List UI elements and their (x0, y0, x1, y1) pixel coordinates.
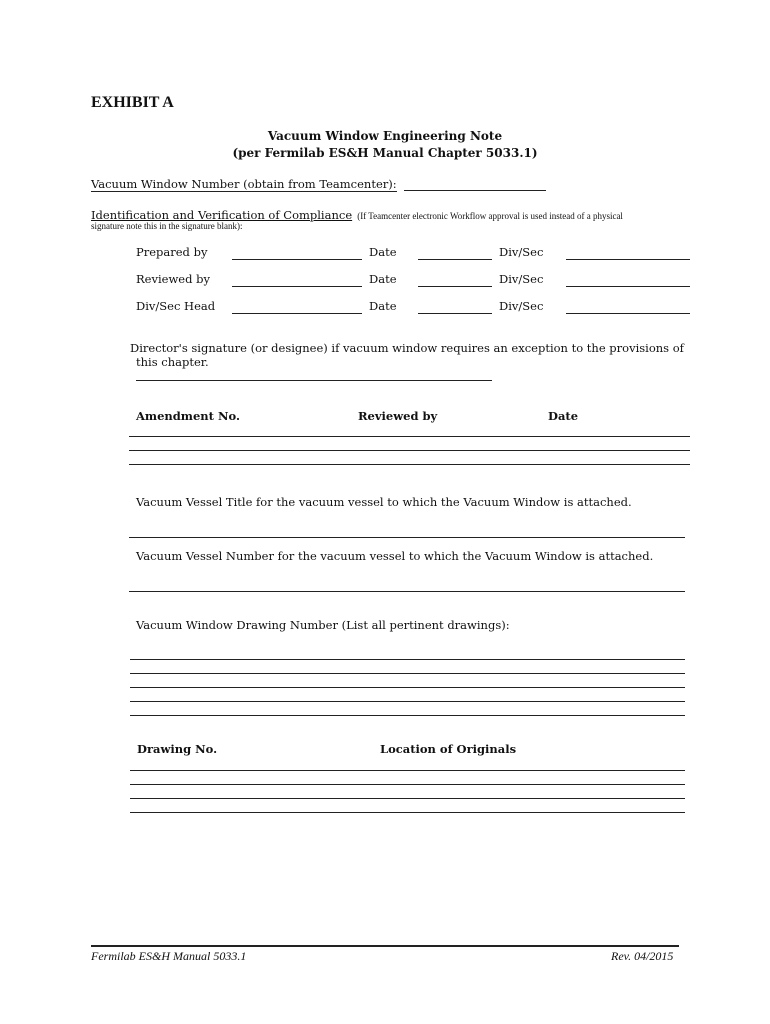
form-subtitle: (per Fermilab ES&H Manual Chapter 5033.1) (232, 146, 538, 160)
drawing-table-row[interactable] (130, 798, 685, 799)
reviewed-date-field[interactable] (418, 286, 492, 287)
reviewed-divsec-label: Div/Sec (499, 272, 544, 286)
drawing-no-header: Drawing No. (137, 742, 218, 756)
identification-note-cont: signature note this in the signature blank): (91, 221, 243, 231)
drawing-number-row[interactable] (130, 715, 685, 716)
divsec-head-divsec-label: Div/Sec (499, 299, 544, 313)
reviewed-by-field[interactable] (232, 286, 362, 287)
drawing-table-row[interactable] (130, 770, 685, 771)
drawing-number-row[interactable] (130, 701, 685, 702)
prepared-divsec-field[interactable] (566, 259, 690, 260)
reviewed-by-label: Reviewed by (136, 272, 210, 286)
amendment-date-header: Date (548, 409, 579, 423)
window-number-label-underline (91, 191, 397, 192)
amendment-no-header: Amendment No. (136, 409, 240, 423)
footer-left: Fermilab ES&H Manual 5033.1 (91, 949, 247, 963)
amendment-row[interactable] (129, 436, 690, 437)
amendment-reviewed-header: Reviewed by (358, 409, 438, 423)
prepared-date-field[interactable] (418, 259, 492, 260)
drawing-number-row[interactable] (130, 659, 685, 660)
vessel-number-label: Vacuum Vessel Number for the vacuum vessel to which the Vacuum Window is attached. (136, 549, 654, 563)
location-originals-header: Location of Originals (380, 742, 517, 756)
amendment-row[interactable] (129, 450, 690, 451)
divsec-head-date-field[interactable] (418, 313, 492, 314)
drawing-number-row[interactable] (130, 673, 685, 674)
reviewed-date-label: Date (369, 272, 397, 286)
vessel-title-field[interactable] (129, 537, 685, 538)
drawing-number-row[interactable] (130, 687, 685, 688)
divsec-head-date-label: Date (369, 299, 397, 313)
footer-rule (91, 945, 679, 947)
prepared-divsec-label: Div/Sec (499, 245, 544, 259)
drawing-table-row[interactable] (130, 784, 685, 785)
reviewed-divsec-field[interactable] (566, 286, 690, 287)
drawing-number-label: Vacuum Window Drawing Number (List all pertinent drawings): (136, 618, 510, 632)
director-text-cont: this chapter. (136, 355, 209, 369)
window-number-label: Vacuum Window Number (obtain from Teamcenter): (91, 177, 397, 191)
vessel-number-field[interactable] (129, 591, 685, 592)
footer-right: Rev. 04/2015 (611, 949, 674, 963)
exhibit-heading: EXHIBIT A (91, 94, 174, 111)
identification-label: Identification and Verification of Compliance (91, 208, 353, 222)
identification-note: (If Teamcenter electronic Workflow approval is used instead of a physical (357, 211, 623, 221)
form-title: Vacuum Window Engineering Note (267, 129, 503, 143)
window-number-field[interactable] (404, 190, 546, 191)
divsec-head-label: Div/Sec Head (136, 299, 216, 313)
divsec-head-divsec-field[interactable] (566, 313, 690, 314)
director-text: Director's signature (or designee) if vacuum window requires an exception to the provisions of (130, 341, 684, 355)
prepared-by-field[interactable] (232, 259, 362, 260)
divsec-head-field[interactable] (232, 313, 362, 314)
amendment-row[interactable] (129, 464, 690, 465)
prepared-date-label: Date (369, 245, 397, 259)
drawing-table-row[interactable] (130, 812, 685, 813)
director-signature-field[interactable] (136, 380, 492, 381)
prepared-by-label: Prepared by (136, 245, 208, 259)
vessel-title-label: Vacuum Vessel Title for the vacuum vessel to which the Vacuum Window is attached. (136, 495, 632, 509)
